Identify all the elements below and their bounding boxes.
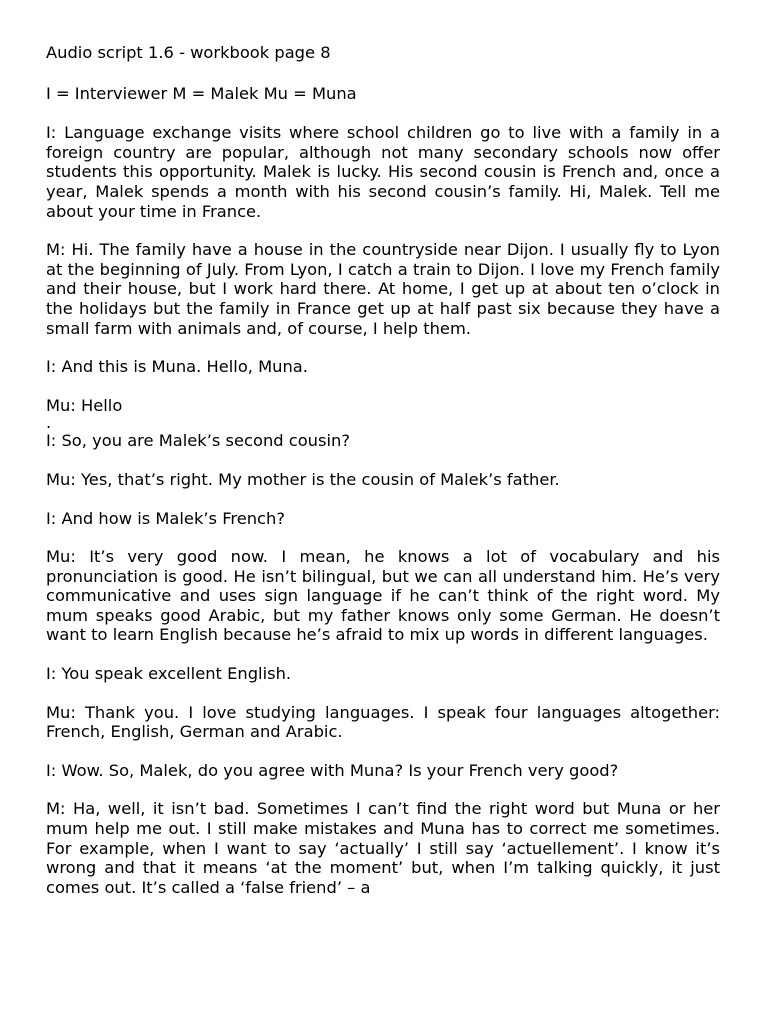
paragraph-agree-question: I: Wow. So, Malek, do you agree with Muna? Is your French very good? [46, 760, 619, 780]
document-page [46, 43, 720, 916]
paragraph-malek-family: M: Hi. The family have a house in the countryside near Dijon. I usually fly to Lyon at the beginning of July. From Lyon, I catch a train to Dijon. I love my French family and their house, but I work hard there. At home, I get up at about ten o’clock in the holidays but the family in France get up at half past six because they have a small farm with animals and, of course, I help them. [46, 240, 720, 338]
stray-dot: . [46, 413, 52, 433]
paragraph-muna-hello: Mu: Hello [46, 395, 123, 415]
paragraph-muna-languages: Mu: Thank you. I love studying languages. I speak four languages altogether: French, English, German and Arabic. [46, 702, 720, 742]
document-title: Audio script 1.6 - workbook page 8 [46, 43, 331, 62]
paragraph-excellent-english: I: You speak excellent English. [46, 664, 292, 684]
paragraph-french-question: I: And how is Malek’s French? [46, 508, 285, 528]
paragraph-muna-vocabulary: Mu: It’s very good now. I mean, he knows a lot of vocabulary and his pronunciation is good. He isn’t bilingual, but we can all understand him. He’s very communicative and uses sign language if he can’t think of the right word. My mum speaks good Arabic, but my father knows only some German. He doesn’t want to learn English because he’s afraid to mix up words in different languages. [46, 547, 720, 645]
paragraph-malek-false-friend: M: Ha, well, it isn’t bad. Sometimes I can’t find the right word but Muna or her mum help me out. I still make mistakes and Muna has to correct me sometimes. For example, when I want to say ‘actually’ I still say ‘actuellement’. I know it’s wrong and that it means ‘at the moment’ but, when I’m talking quickly, it just comes out. It’s called a ‘false friend’ – a [46, 799, 720, 897]
paragraph-interviewer-muna: I: And this is Muna. Hello, Muna. [46, 357, 308, 377]
speaker-legend: I = Interviewer M = Malek Mu = Muna [46, 83, 357, 103]
paragraph-second-cousin-question: I: So, you are Malek’s second cousin? [46, 431, 350, 451]
paragraph-interviewer-intro: I: Language exchange visits where school children go to live with a family in a foreign country are popular, although not many secondary schools now offer students this opportunity. Malek is lucky. His second cousin is French and, once a year, Malek spends a month with his second cousin’s family. Hi, Malek. Tell me about your time in France. [46, 123, 720, 221]
paragraph-muna-mother: Mu: Yes, that’s right. My mother is the cousin of Malek’s father. [46, 469, 560, 489]
